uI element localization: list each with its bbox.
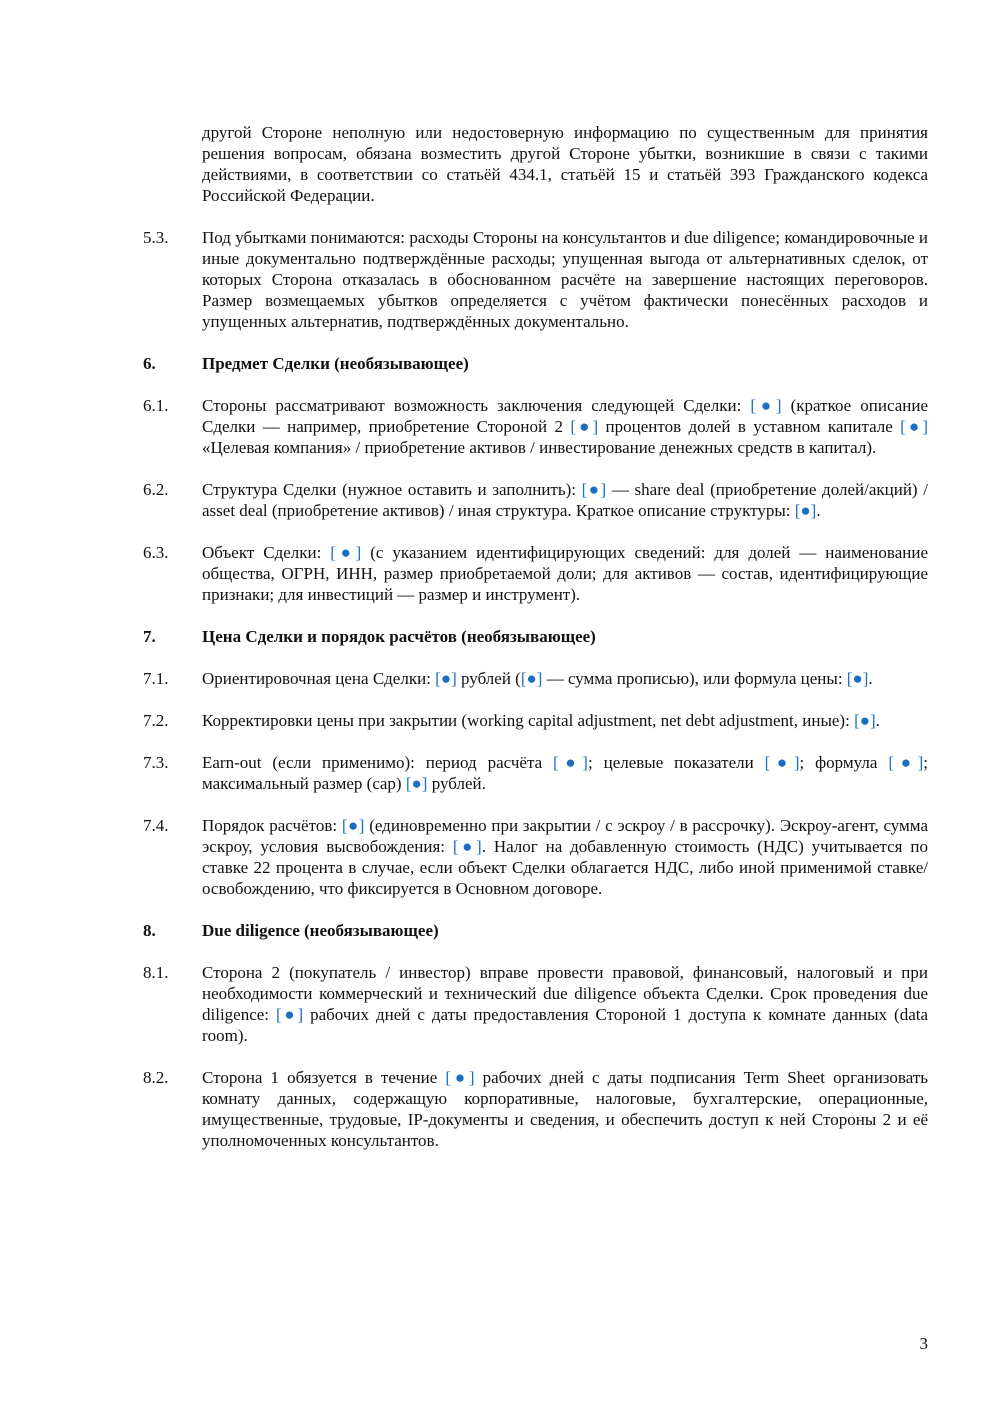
section-heading bbox=[143, 920, 928, 941]
clause-text-fragment: рабочих дней с даты подписания Term Sheet организовать комнату данных, содержащую корпоративные, налоговые, бухгалтерские, операционные, имущественные, трудовые, IP-документы и сведения, и обеспечить доступ к ней Стороны 2 и её уполномоченных консультантов. bbox=[202, 1068, 928, 1150]
section-title: Due diligence (необязывающее) bbox=[202, 921, 439, 940]
clause-text-fragment: . bbox=[816, 501, 821, 520]
clause-text-fragment: процентов долей в уставном капитале bbox=[598, 417, 901, 436]
placeholder-marker: [●] bbox=[445, 1068, 475, 1087]
placeholder-marker: [●] bbox=[764, 753, 800, 772]
clause-text-fragment: (краткое описание Сделки — например, приобретение Стороной 2 bbox=[202, 396, 929, 436]
clause-text-fragment: Earn-out (если применимо): период расчёта bbox=[202, 753, 554, 772]
clause-text-fragment: ; максимальный размер (cap) bbox=[202, 753, 929, 793]
clause bbox=[143, 479, 928, 521]
clause-text-fragment: Ориентировочная цена Сделки: bbox=[202, 669, 436, 688]
clause-text-fragment: . Налог на добавленную стоимость (НДС) учитывается по ставке 22 процента в случае, если объект Сделки облагается НДС, либо иной применимой ставке/освобождению, что фиксируется в Основном договоре. bbox=[202, 837, 928, 898]
clause-number: 7.4. bbox=[143, 816, 169, 835]
clause-text-fragment: рабочих дней с даты предоставления Стороной 1 доступа к комнате данных (data room). bbox=[202, 1005, 929, 1045]
clause-text-fragment: (с указанием идентифицирующих сведений: для долей — наименование общества, ОГРН, ИНН, размер приобретаемой доли; для активов — состав, идентифицирующие признаки; для инвестиций — размер и инструмент). bbox=[202, 543, 928, 604]
clause bbox=[143, 752, 928, 794]
clause-text-fragment: (единовременно при закрытии / с эскроу / в рассрочку). Эскроу-агент, сумма эскроу, условия высвобождения: bbox=[202, 816, 928, 856]
sections-container bbox=[143, 206, 928, 1151]
clause-text-fragment: Стороны рассматривают возможность заключения следующей Сделки: bbox=[202, 396, 751, 415]
section-heading bbox=[143, 626, 928, 647]
section-number: 7. bbox=[143, 627, 156, 646]
clause-text bbox=[202, 227, 928, 332]
clause bbox=[143, 1067, 928, 1151]
clause-text bbox=[202, 395, 928, 458]
clause-number: 5.3. bbox=[143, 228, 169, 247]
clause-text-fragment: Порядок расчётов: bbox=[202, 816, 342, 835]
placeholder-marker: [●] bbox=[854, 711, 876, 730]
placeholder-marker: [●] bbox=[846, 669, 869, 688]
placeholder-marker: [●] bbox=[405, 774, 428, 793]
placeholder-marker: [●] bbox=[435, 669, 457, 688]
clause-number: 6.1. bbox=[143, 396, 169, 415]
clause-text-fragment: — share deal (приобретение долей/акций) / asset deal (приобретение активов) / иная структура. Краткое описание структуры: bbox=[202, 480, 928, 520]
page-number: 3 bbox=[919, 1334, 928, 1353]
clause-text-fragment: Объект Сделки: bbox=[202, 543, 331, 562]
section-title: Предмет Сделки (необязывающее) bbox=[202, 354, 469, 373]
clause-text-fragment: ; формула bbox=[799, 753, 889, 772]
clause-number: 7.3. bbox=[143, 753, 169, 772]
clause-number: 6.3. bbox=[143, 543, 169, 562]
clause bbox=[143, 962, 928, 1046]
section-number: 6. bbox=[143, 354, 156, 373]
placeholder-marker: [●] bbox=[452, 837, 482, 856]
clause-text-fragment: ; целевые показатели bbox=[587, 753, 765, 772]
clause bbox=[143, 227, 928, 332]
clause-text-fragment: рублей. bbox=[427, 774, 486, 793]
placeholder-marker: [●] bbox=[888, 753, 924, 772]
clause-text-fragment: Сторона 1 обязуется в течение bbox=[202, 1068, 446, 1087]
clause-number: 8.1. bbox=[143, 963, 169, 982]
section-number: 8. bbox=[143, 921, 156, 940]
placeholder-marker: [●] bbox=[750, 396, 782, 415]
clause-text-fragment: . bbox=[875, 711, 880, 730]
clause-number: 7.2. bbox=[143, 711, 169, 730]
clause bbox=[143, 395, 928, 458]
placeholder-marker: [●] bbox=[581, 480, 607, 499]
clause bbox=[143, 815, 928, 899]
clause-text-fragment: рублей ( bbox=[456, 669, 521, 688]
placeholder-marker: [●] bbox=[276, 1005, 304, 1024]
clause bbox=[143, 710, 928, 731]
placeholder-marker: [●] bbox=[570, 417, 599, 436]
clause-text-fragment: Под убытками понимаются: расходы Стороны на консультантов и due diligence; командировочные и иные документально подтверждённые расходы; упущенная выгода от альтернативных сделок, от которых Сторона отказалась в обоснованном расчёте на завершение настоящих переговоров. Размер возмещаемых убытков определяется с учётом фактически понесённых расходов и упущенных альтернатив, подтверждённых документально. bbox=[202, 228, 928, 331]
clause-text bbox=[202, 710, 928, 731]
clause-text bbox=[202, 1067, 928, 1151]
placeholder-marker: [●] bbox=[794, 501, 817, 520]
placeholder-marker: [●] bbox=[520, 669, 543, 688]
clause-number: 7.1. bbox=[143, 669, 169, 688]
clause-text-fragment: Структура Сделки (нужное оставить и заполнить): bbox=[202, 480, 582, 499]
section-title: Цена Сделки и порядок расчётов (необязывающее) bbox=[202, 627, 596, 646]
clause-text bbox=[202, 752, 928, 794]
placeholder-marker: [●] bbox=[900, 417, 928, 436]
clause-text-fragment: «Целевая компания» / приобретение активов / инвестирование денежных средств в капитал). bbox=[202, 438, 877, 457]
placeholder-marker: [●] bbox=[341, 816, 365, 835]
clause-text bbox=[202, 962, 928, 1046]
placeholder-marker: [●] bbox=[330, 543, 362, 562]
clause bbox=[143, 542, 928, 605]
clause-text-fragment: Сторона 2 (покупатель / инвестор) вправе провести правовой, финансовый, налоговый и при необходимости коммерческий и технический due diligence объекта Сделки. Срок проведения due diligence: bbox=[202, 963, 928, 1024]
clause bbox=[143, 668, 928, 689]
placeholder-marker: [●] bbox=[553, 753, 588, 772]
section-heading bbox=[143, 353, 928, 374]
continuation-paragraph: другой Стороне неполную или недостоверную информацию по существенным для принятия решения вопросам, обязана возместить другой Стороне убытки, возникшие в связи с такими действиями, в соответствии со статьёй 434.1, статьёй 15 и статьёй 393 Гражданского кодекса Российской Федерации. bbox=[202, 123, 928, 205]
clause-number: 6.2. bbox=[143, 480, 169, 499]
clause-text bbox=[202, 815, 928, 899]
clause-text-fragment: . bbox=[868, 669, 873, 688]
clause-text bbox=[202, 542, 928, 605]
clause-text bbox=[202, 479, 928, 521]
document-page bbox=[143, 122, 928, 1151]
clause-text bbox=[202, 668, 928, 689]
clause-text-fragment: — сумма прописью), или формула цены: bbox=[542, 669, 847, 688]
clause-text-fragment: Корректировки цены при закрытии (working capital adjustment, net debt adjustment, иные): bbox=[202, 711, 855, 730]
clause-number: 8.2. bbox=[143, 1068, 169, 1087]
